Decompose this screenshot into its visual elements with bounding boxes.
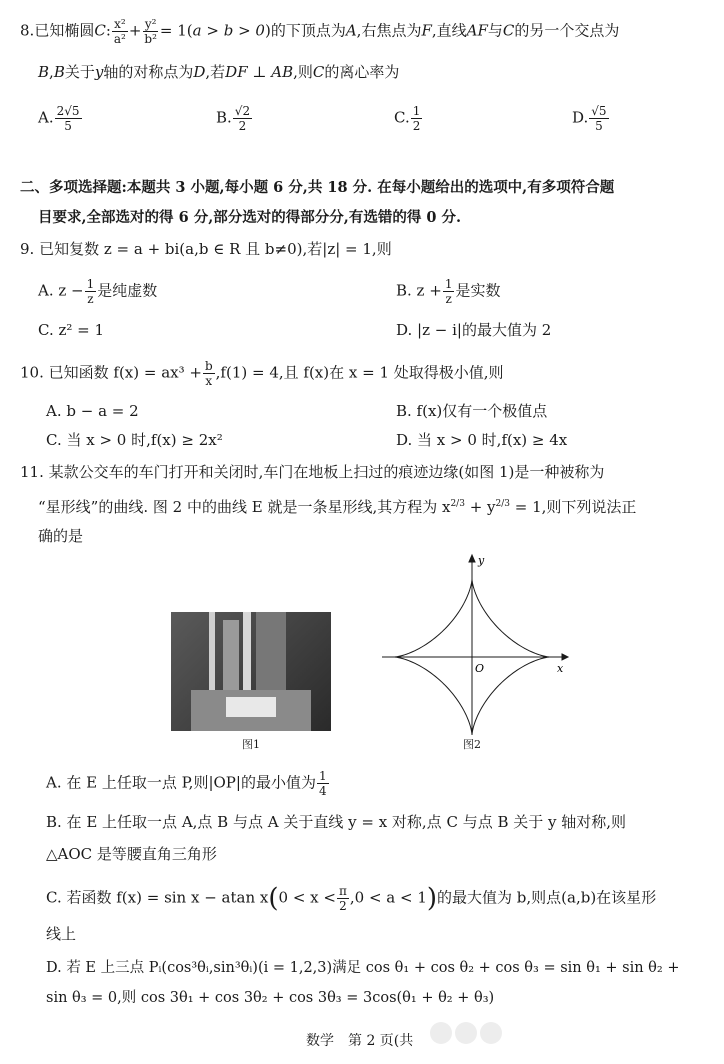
q8-option-b[interactable]: B. $\frac{√2}{2}$ (216, 104, 251, 133)
page-footer: 数学 第 2 页(共 (306, 1033, 414, 1049)
q9-option-a[interactable]: A. z − $\frac{1}{z}$ 是纯虚数 (38, 277, 158, 306)
q8-line-2: B,B关于y轴的对称点为D,若DF ⊥ AB,则C的离心率为 (38, 63, 400, 81)
x-arrow (562, 654, 568, 660)
q11-option-c-line-2: 线上 (46, 925, 77, 943)
section-2-heading-2: 目要求,全部选对的得 6 分,部分选对的得部分分,有选错的得 0 分. (38, 209, 462, 226)
q9-option-d[interactable]: D. |z − i|的最大值为 2 (396, 321, 552, 339)
y-axis-label: y (478, 554, 485, 567)
q11-option-c-line-1[interactable]: C. 若函数 f(x) = sin x − atan x(0 < x < $\frac{\pi}{2}$ ,0 < a < 1)的最大值为 b,则点(a,b)在该星形 (46, 883, 657, 914)
q9-option-b[interactable]: B. z + $\frac{1}{z}$ 是实数 (396, 277, 501, 306)
footer-blur-2 (455, 1022, 477, 1044)
q10-stem: 10. 已知函数 f(x) = ax³ + $\frac{b}{x}$ ,f(1) = 4,且 f(x)在 x = 1 处取得极小值,则 (20, 359, 504, 388)
footer-blur-1 (430, 1022, 452, 1044)
q11-option-b-line-1[interactable]: B. 在 E 上任取一点 A,点 B 与点 A 关于直线 y = x 对称,点 C 与点 B 关于 y 轴对称,则 (46, 813, 627, 831)
q10-option-a[interactable]: A. b − a = 2 (46, 402, 139, 420)
q11-stem-2: “星形线”的曲线. 图 2 中的曲线 E 就是一条星形线,其方程为 $x^{2/3} + y^{2/3} = 1$,则下列说法正 (38, 498, 637, 516)
figure-1-caption: 图1 (242, 738, 260, 751)
q9-option-c[interactable]: C. z² = 1 (38, 321, 105, 339)
q11-option-a[interactable]: A. 在 E 上任取一点 P,则|OP|的最小值为 $\frac{1}{4}$ (46, 769, 327, 798)
q8-option-d[interactable]: D. $\frac{√5}{5}$ (572, 104, 607, 133)
q11-stem-3: 确的是 (38, 527, 84, 545)
q8-frac-y: $\frac{\text{y²}}{\text{b²}}$ (144, 17, 157, 46)
figure-1-photo (171, 612, 331, 731)
y-arrow (469, 555, 475, 562)
q8-frac-x: $\frac{\text{x²}}{\text{a²}}$ (113, 17, 126, 46)
figure-2-astroid (380, 550, 580, 740)
q8-option-c[interactable]: C. $\frac{1}{2}$ (394, 104, 421, 133)
q11-option-d-line-1[interactable]: D. 若 E 上三点 Pᵢ(cos³θᵢ,sin³θᵢ)(i = 1,2,3)满足 cos θ₁ + cos θ₂ + cos θ₃ = sin θ₁ + sin θ₂ + (46, 960, 680, 976)
q11-stem-1: 11. 某款公交车的车门打开和关闭时,车门在地板上扫过的痕迹边缘(如图 1)是一种被称为 (20, 463, 605, 481)
axes (382, 555, 568, 734)
q10-option-c[interactable]: C. 当 x > 0 时,f(x) ≥ 2x² (46, 431, 223, 449)
q8-option-a[interactable]: A. $\frac{2√5}{5}$ (38, 104, 80, 133)
q10-option-d[interactable]: D. 当 x > 0 时,f(x) ≥ 4x (396, 431, 568, 449)
q11-option-d-line-2: sin θ₃ = 0,则 cos 3θ₁ + cos 3θ₂ + cos 3θ₃ = 3cos(θ₁ + θ₂ + θ₃) (46, 990, 495, 1006)
footer-blur-3 (480, 1022, 502, 1044)
q9-stem: 9. 已知复数 z = a + bi(a,b ∈ R 且 b≠0),若|z| = 1,则 (20, 240, 392, 258)
figure-2-caption: 图2 (463, 738, 481, 751)
section-2-heading-1: 二、多项选择题:本题共 3 小题,每小题 6 分,共 18 分. 在每小题给出的选项中,有多项符合题 (20, 179, 615, 196)
q10-option-b[interactable]: B. f(x)仅有一个极值点 (396, 402, 548, 420)
x-axis-label: x (557, 662, 564, 675)
q8-line-1: 8.已知椭圆C: $\frac{\text{x²}}{\text{a²}}$ + $\frac{\text{y²}}{\text{b²}}$ = 1(a > b > 0)的下顶点为A,右焦点为F,直线AF与C的另一个交点为 (20, 17, 620, 46)
q11-option-b-line-2: △AOC 是等腰直角三角形 (46, 845, 217, 863)
origin-label: O (475, 662, 485, 675)
